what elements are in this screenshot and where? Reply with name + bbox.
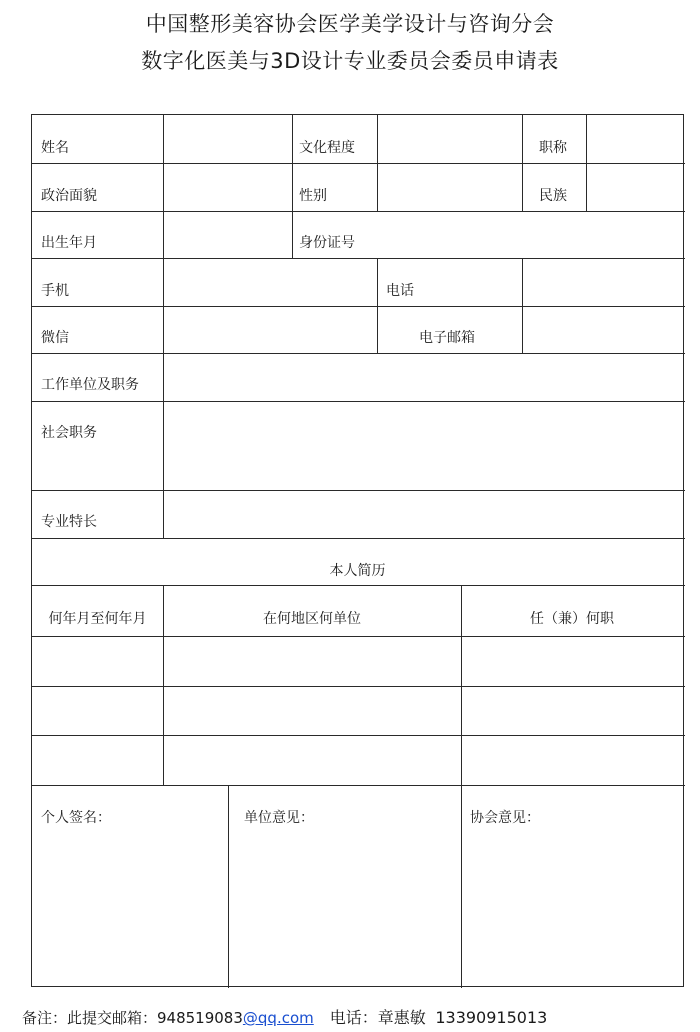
label-birth: 出生年月	[41, 235, 97, 251]
label-ethnicity: 民族	[539, 188, 567, 204]
footer-email-domain[interactable]: @qq.com	[242, 1009, 314, 1027]
label-email: 电子邮箱	[419, 330, 475, 346]
resume-col-period: 何年月至何年月	[48, 611, 147, 627]
footer-email-prefix: 备注：此提交邮箱：948519083	[22, 1009, 243, 1027]
label-political: 政治面貌	[41, 188, 97, 204]
ethnicity-field[interactable]	[587, 164, 683, 211]
label-unit-opinion: 单位意见：	[244, 810, 314, 826]
label-wechat: 微信	[41, 330, 69, 346]
resume-row-3[interactable]	[32, 736, 683, 785]
wechat-field[interactable]	[164, 307, 377, 353]
resume-col-position: 任（兼）何职	[530, 611, 614, 627]
resume-col-unit: 在何地区何单位	[263, 611, 361, 627]
label-mobile: 手机	[41, 283, 69, 299]
gender-field[interactable]	[378, 164, 522, 211]
birth-field[interactable]	[164, 212, 292, 258]
label-specialty: 专业特长	[41, 514, 97, 530]
mobile-field[interactable]	[164, 259, 377, 306]
footer-contact: 电话：章惠敏	[329, 1008, 426, 1027]
resume-row-2[interactable]	[32, 687, 683, 735]
political-field[interactable]	[164, 164, 292, 211]
title-field[interactable]	[587, 115, 683, 163]
id-number-field[interactable]	[378, 212, 683, 258]
name-field[interactable]	[164, 115, 292, 163]
label-title: 职称	[539, 140, 567, 156]
label-id-number: 身份证号	[299, 235, 355, 251]
label-personal-signature: 个人签名：	[41, 810, 111, 826]
label-social-roles: 社会职务	[41, 425, 97, 441]
form-title-line2: 数字化医美与3D设计专业委员会委员申请表	[141, 49, 559, 73]
footer-note	[22, 1005, 547, 1028]
application-form-table	[31, 114, 684, 987]
resume-row-1[interactable]	[32, 637, 683, 686]
phone-field[interactable]	[523, 259, 683, 306]
form-title-line1: 中国整形美容协会医学美学设计与咨询分会	[145, 12, 555, 36]
education-field[interactable]	[378, 115, 522, 163]
label-association-opinion: 协会意见：	[470, 810, 540, 826]
label-phone: 电话	[386, 283, 414, 299]
social-roles-field[interactable]	[164, 402, 683, 490]
unit-opinion-area[interactable]	[229, 786, 461, 986]
label-education: 文化程度	[299, 140, 355, 156]
footer-phone-number: 13390915013	[435, 1008, 548, 1027]
label-name: 姓名	[41, 140, 69, 156]
work-unit-field[interactable]	[164, 354, 683, 401]
email-field[interactable]	[523, 307, 683, 353]
label-gender: 性别	[299, 188, 327, 204]
specialty-field[interactable]	[164, 491, 683, 538]
association-opinion-area[interactable]	[462, 786, 683, 986]
resume-header: 本人简历	[329, 563, 386, 579]
label-work-unit: 工作单位及职务	[41, 377, 139, 393]
personal-signature-area[interactable]	[32, 786, 228, 986]
